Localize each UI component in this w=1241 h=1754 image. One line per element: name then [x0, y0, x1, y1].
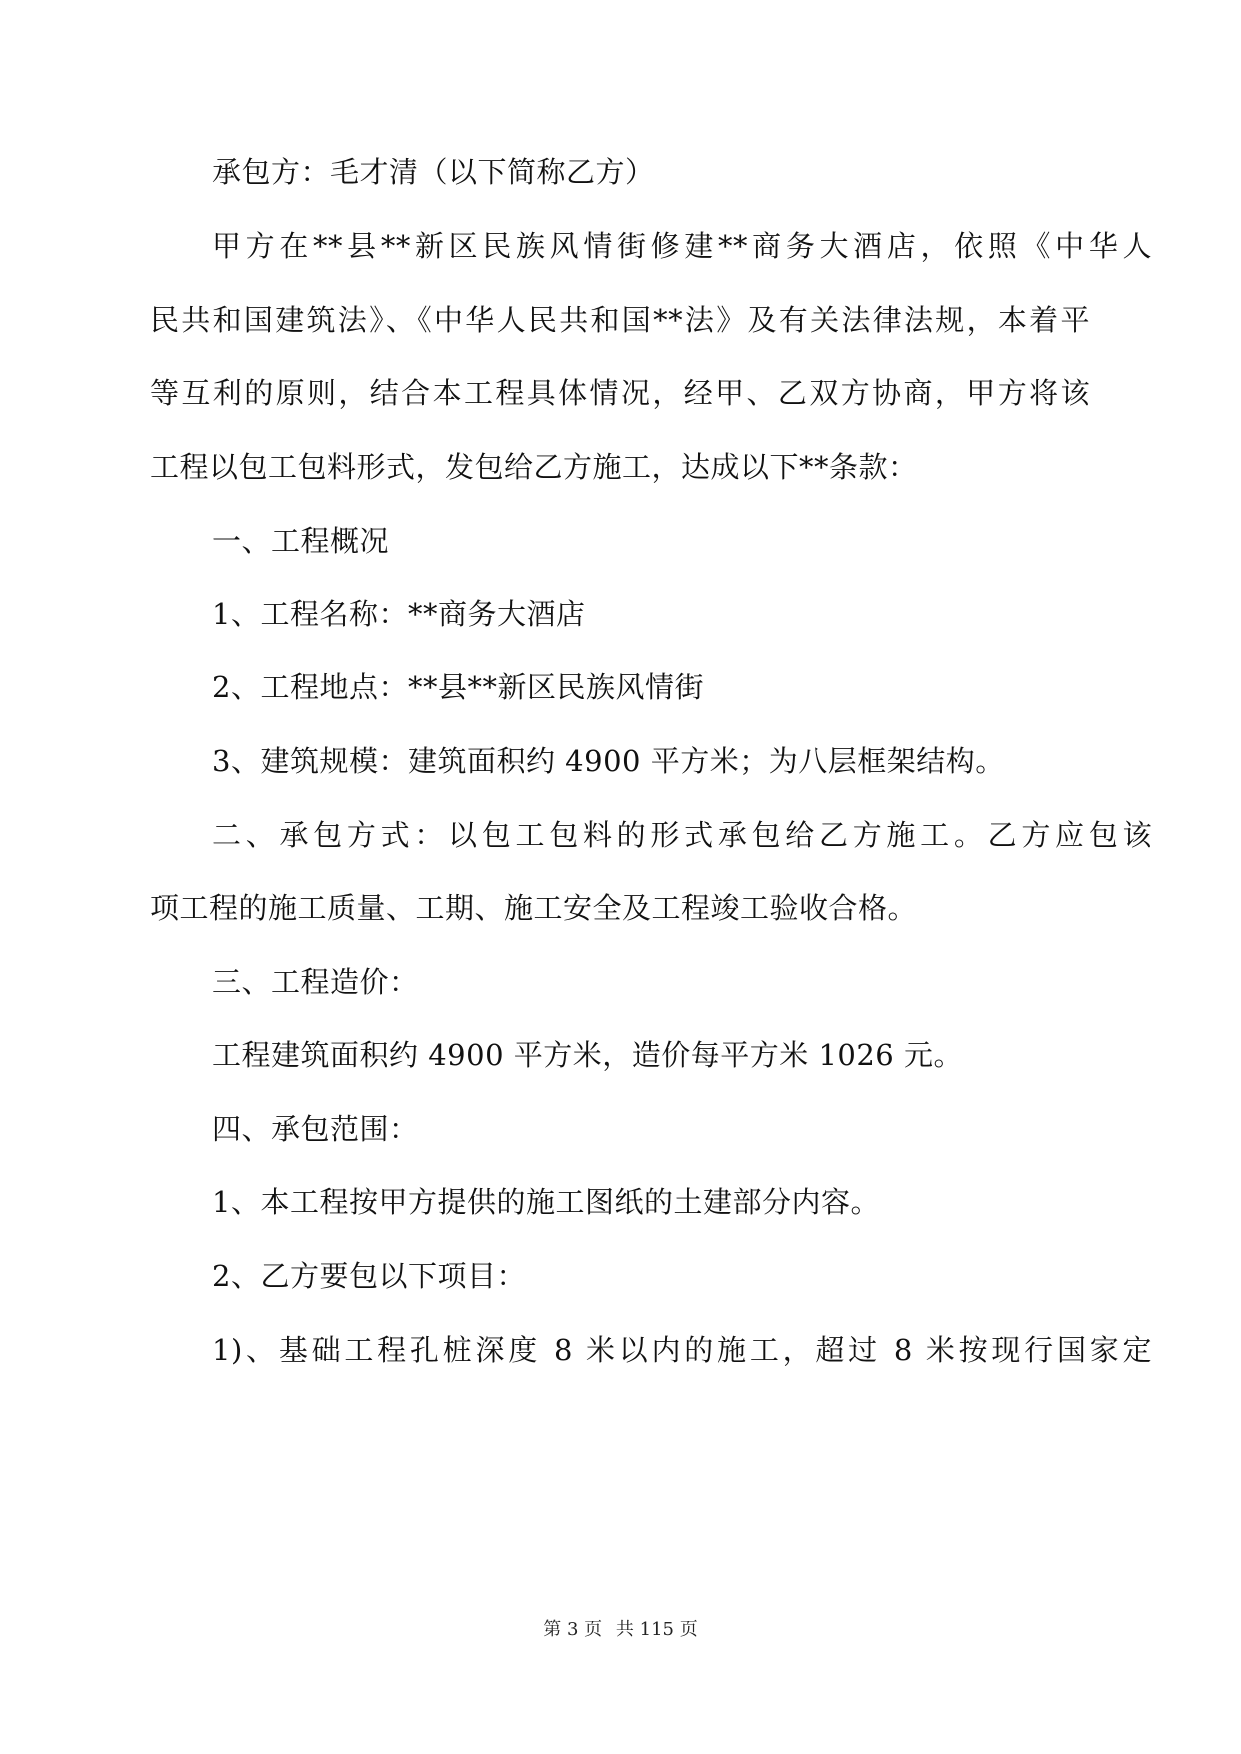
text-line-intro-2: 民共和国建筑法》、《中华人民共和国**法》及有关法律法规，本着平: [150, 303, 1090, 337]
text-line-scope-2-1: 1)、基础工程孔桩深度 8 米以内的施工，超过 8 米按现行国家定: [212, 1333, 1152, 1367]
text-line-intro-3: 等互利的原则，结合本工程具体情况，经甲、乙双方协商，甲方将该: [150, 376, 1090, 410]
text-line-contract-method-2: 项工程的施工质量、工期、施工安全及工程竣工验收合格。: [150, 891, 918, 925]
section-heading-scope: 四、承包范围：: [212, 1112, 419, 1146]
page-footer: [0, 1618, 1241, 1642]
page-number: 第 3 页: [543, 1619, 603, 1640]
text-line-project-name: 1、工程名称：**商务大酒店: [212, 597, 586, 631]
text-line-project-location: 2、工程地点：**县**新区民族风情街: [212, 670, 704, 704]
text-line-contractor: 承包方：毛才清（以下简称乙方）: [212, 155, 655, 189]
text-line-building-scale: 3、建筑规模：建筑面积约 4900 平方米；为八层框架结构。: [212, 744, 1005, 778]
section-heading-cost: 三、工程造价：: [212, 965, 419, 999]
text-line-scope-2: 2、乙方要包以下项目：: [212, 1259, 526, 1293]
text-line-scope-1: 1、本工程按甲方提供的施工图纸的土建部分内容。: [212, 1185, 880, 1219]
text-line-intro-1: 甲方在**县**新区民族风情街修建**商务大酒店，依照《中华人: [212, 229, 1152, 263]
text-line-intro-4: 工程以包工包料形式，发包给乙方施工，达成以下**条款：: [150, 450, 918, 484]
page-total: 共 115 页: [615, 1619, 698, 1640]
text-line-cost-detail: 工程建筑面积约 4900 平方米，造价每平方米 1026 元。: [212, 1038, 963, 1072]
section-heading-overview: 一、工程概况: [212, 524, 390, 558]
section-heading-contract-method: 二、承包方式：以包工包料的形式承包给乙方施工。乙方应包该: [212, 818, 1152, 852]
